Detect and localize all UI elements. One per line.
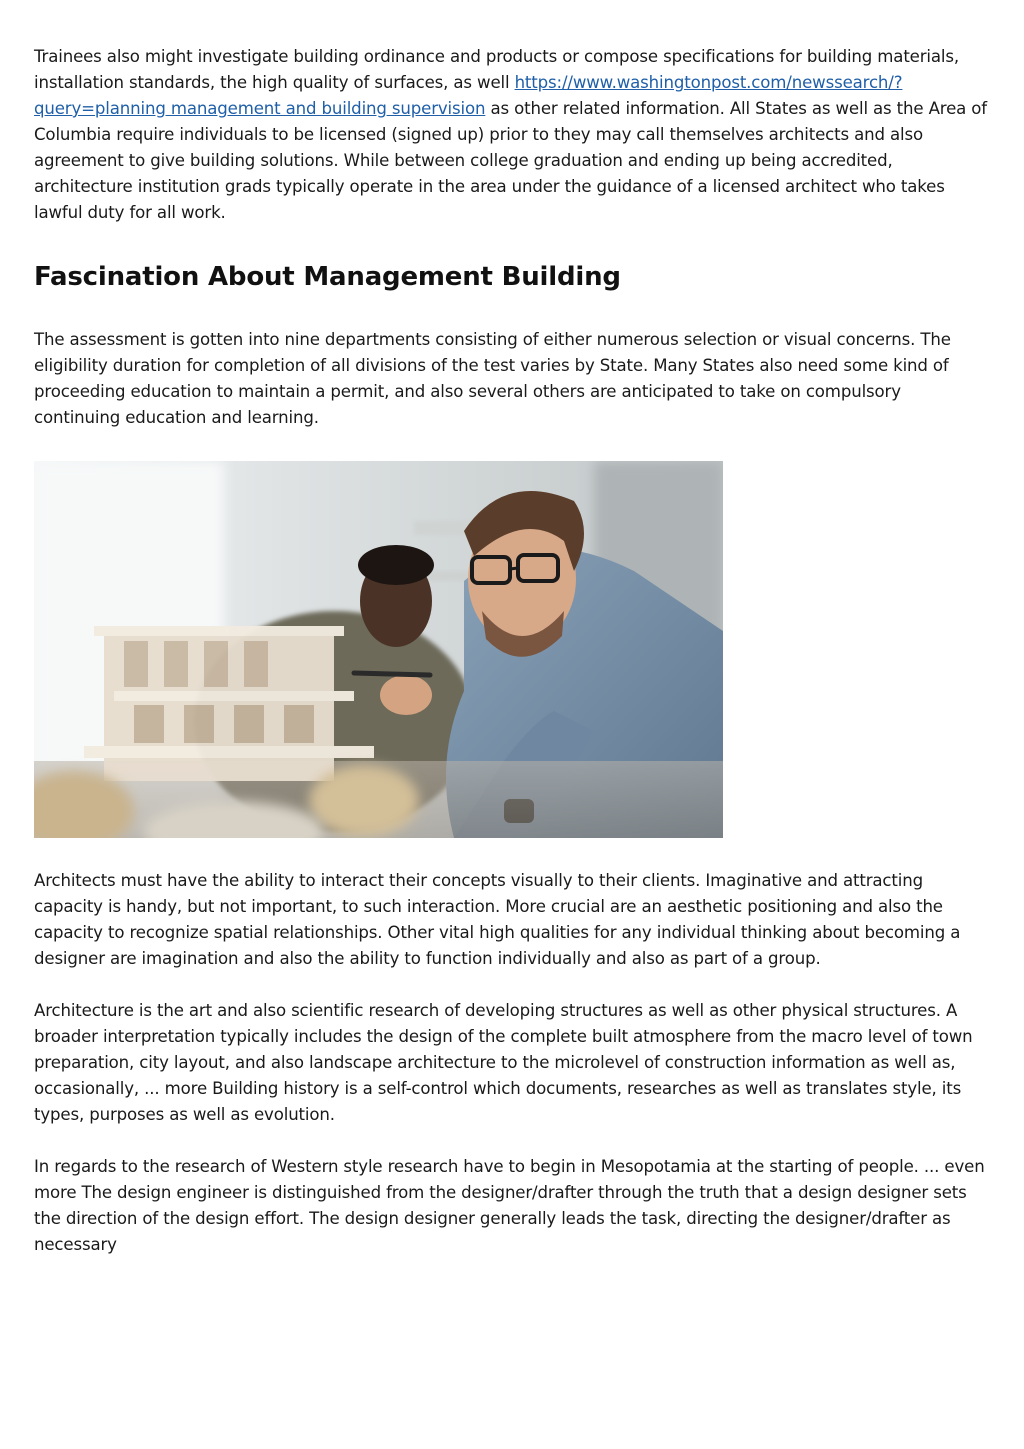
section-heading: Fascination About Management Building	[34, 262, 621, 292]
paragraph-skills: Architects must have the ability to interact their concepts visually to their clients. Imaginative and attracting capacity is handy, but not important, to such interaction. More crucial are an aesthetic positioning and also the capacity to recognize spatial relationships. Other vital high qualities for any individual thinking about becoming a designer are imagination and also the ability to function individually and also as part of a group.	[34, 871, 961, 968]
building-model	[84, 626, 374, 781]
article	[34, 44, 992, 1258]
intro-text-before-link: Trainees also might investigate building ordinance and products or compose specifications for building materials, installation standards, the high quality of surfaces, as well	[34, 47, 959, 92]
intro-text-after-link: as other related information. All States as well as the Area of Columbia require individuals to be licensed (signed up) prior to they may call themselves architects and also agreement to give building solutions. While between college graduation and ending up being accredited, architecture institution grads typically operate in the area under the guidance of a licensed architect who takes lawful duty for all work.	[34, 99, 987, 222]
paragraph-western-style: In regards to the research of Western style research have to begin in Mesopotamia at the starting of people. ... even more The design engineer is distinguished from the designer/drafter through the truth that a design designer sets the direction of the design effort. The design designer generally leads the task, directing the designer/drafter as necessary	[34, 1157, 985, 1254]
washingtonpost-search-link[interactable]: https://www.washingtonpost.com/newssearch/?query=planning management and building supervision	[34, 73, 903, 118]
architects-with-model-photo	[34, 461, 723, 838]
intro-paragraph	[34, 44, 992, 226]
paragraph-exam: The assessment is gotten into nine departments consisting of either numerous selection or visual concerns. The eligibility duration for completion of all divisions of the test varies by State. Many States also need some kind of proceeding education to maintain a permit, and also several others are anticipated to take on compulsory continuing education and learning.	[34, 330, 951, 427]
paragraph-architecture-definition: Architecture is the art and also scientific research of developing structures as well as other physical structures. A broader interpretation typically includes the design of the complete built atmosphere from the macro level of town preparation, city layout, and also landscape architecture to the microlevel of construction information as well as, occasionally, ... more Building history is a self-control which documents, researches as well as translates style, its types, purposes as well as evolution.	[34, 1001, 973, 1124]
